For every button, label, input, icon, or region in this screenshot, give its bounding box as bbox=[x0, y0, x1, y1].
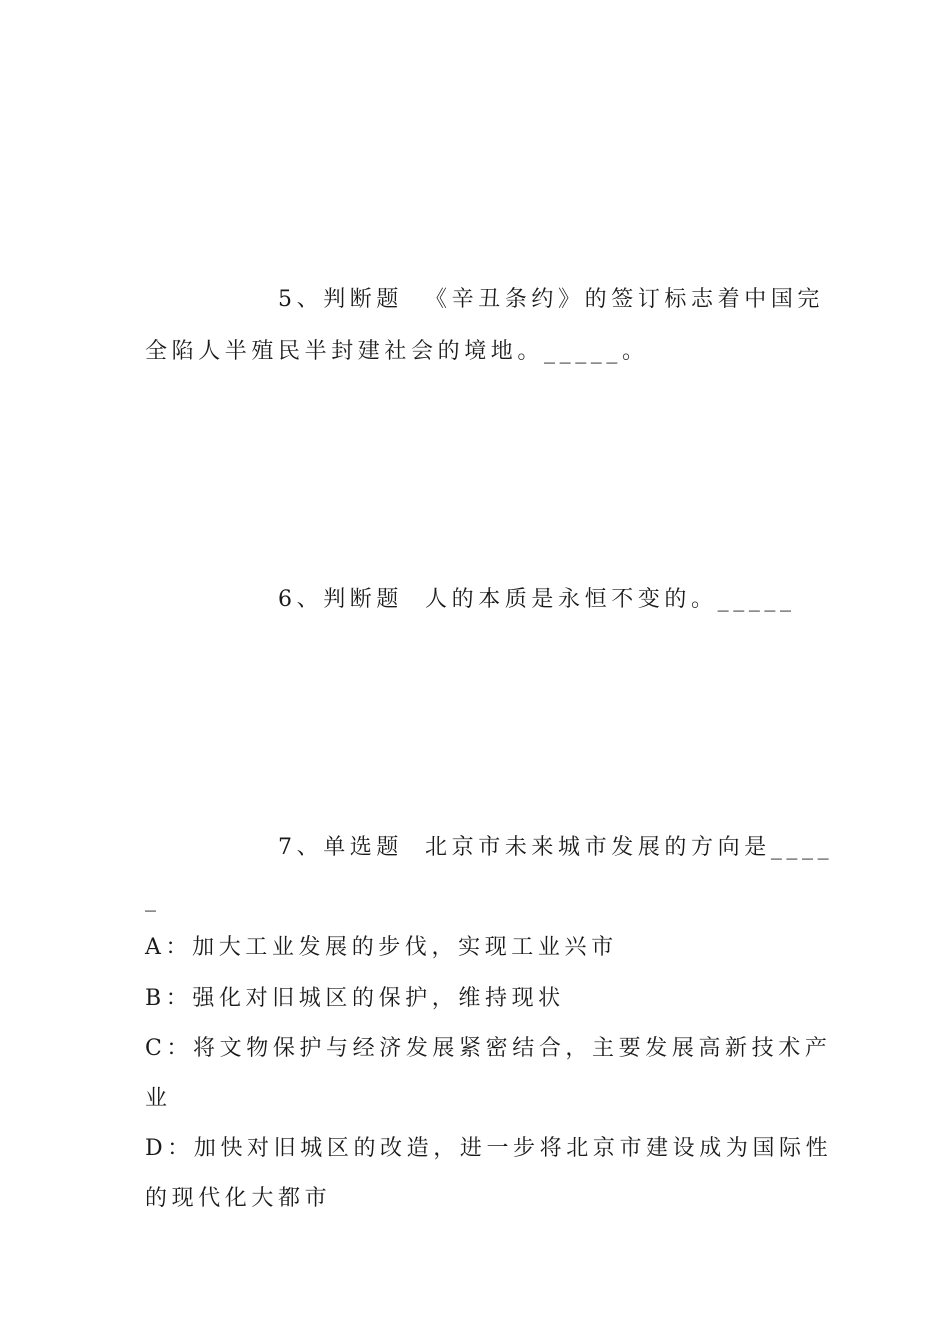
question-7-text-line-2: _ bbox=[145, 887, 161, 912]
question-5-number: 5、 bbox=[278, 287, 324, 312]
option-d-line-1: D：加快对旧城区的改造，进一步将北京市建设成为国际性 bbox=[145, 1136, 833, 1161]
option-a: A：加大工业发展的步伐，实现工业兴市 bbox=[145, 935, 618, 960]
question-5-text-line-2: 全陷人半殖民半封建社会的境地。_____。 bbox=[145, 339, 649, 364]
question-7-type: 单选题 bbox=[323, 835, 404, 860]
question-6-type: 判断题 bbox=[323, 587, 404, 612]
option-c-line-2: 业 bbox=[145, 1086, 172, 1111]
question-6-text-line-1: 人的本质是永恒不变的。_____ bbox=[425, 587, 796, 612]
question-7-text-line-1: 北京市未来城市发展的方向是____ bbox=[425, 835, 834, 860]
option-c-line-1: C：将文物保护与经济发展紧密结合，主要发展高新技术产 bbox=[145, 1036, 832, 1061]
question-6-line-1 bbox=[278, 585, 796, 615]
option-b: B：强化对旧城区的保护，维持现状 bbox=[145, 986, 565, 1011]
question-5-line-1 bbox=[278, 285, 824, 315]
question-6-number: 6、 bbox=[278, 587, 324, 612]
question-7-number: 7、 bbox=[278, 835, 324, 860]
option-d-line-2: 的现代化大都市 bbox=[145, 1186, 332, 1211]
question-5-text-line-1: 《辛丑条约》的签订标志着中国完 bbox=[425, 287, 825, 312]
question-5-type: 判断题 bbox=[323, 287, 404, 312]
question-7-line-1 bbox=[278, 833, 833, 863]
